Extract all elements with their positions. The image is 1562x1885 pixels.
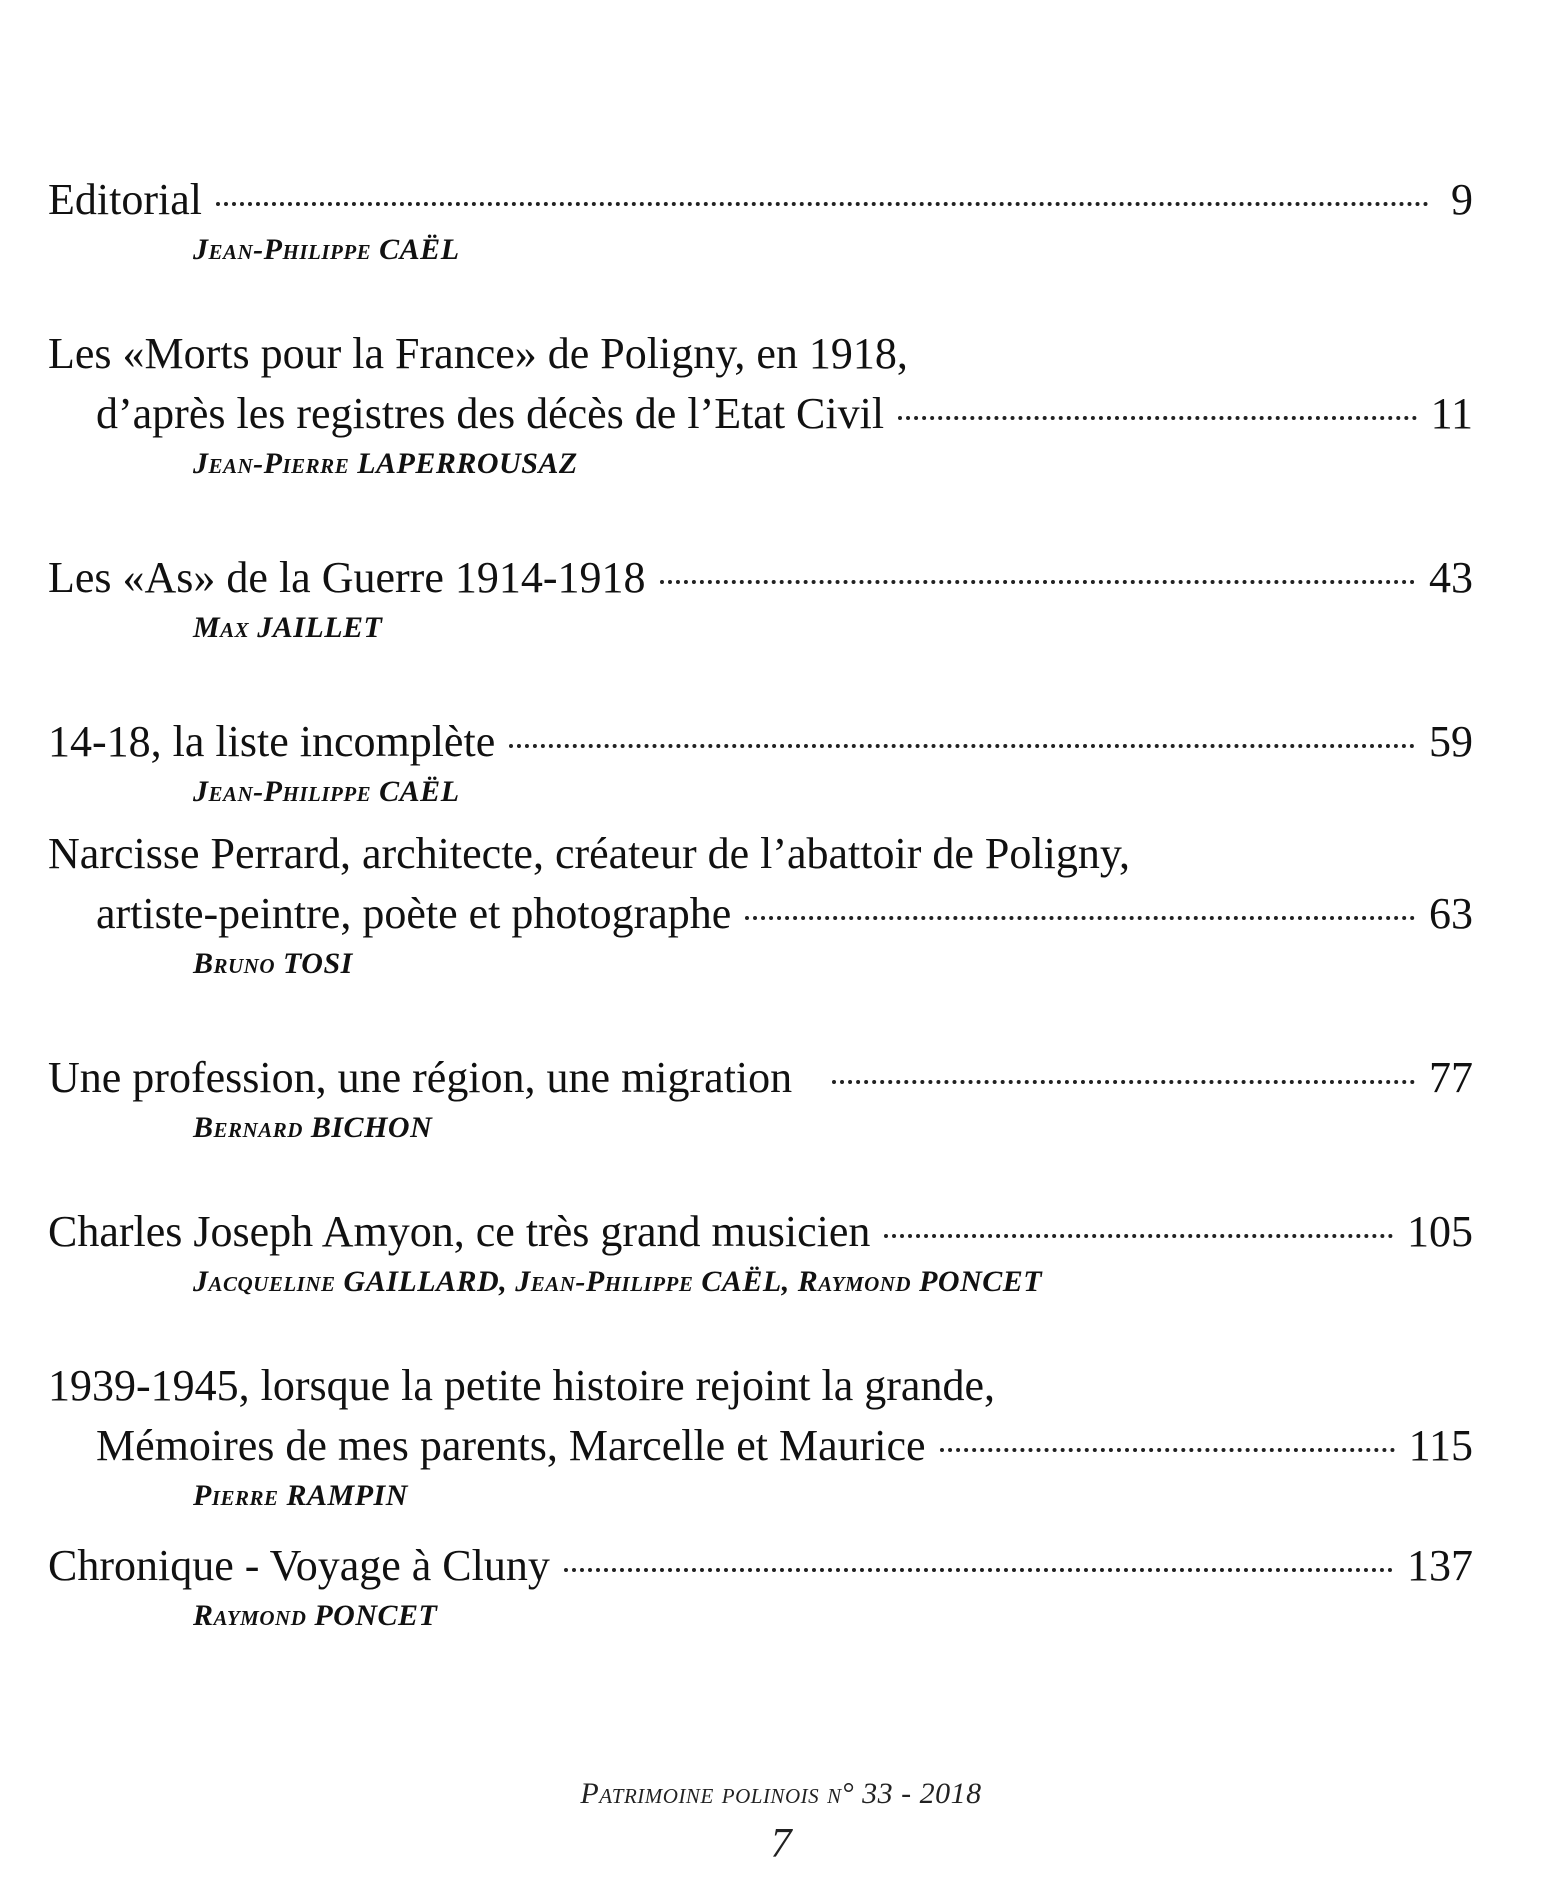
toc-entry [48,548,1473,648]
dot-leader [509,744,1415,748]
toc-entry [48,1048,1473,1148]
entry-page-number: 105 [1407,1207,1473,1256]
dot-leader [745,916,1415,920]
entry-author: Bruno TOSI [193,947,353,980]
toc-entry [48,324,1473,484]
entry-title: 14-18, la liste incomplète [48,717,496,766]
toc-line [48,1416,1473,1476]
entry-title: Les «Morts pour la France» de Poligny, en 1918, [48,329,908,378]
toc-entry [48,170,1473,270]
entry-title: Une profession, une région, une migration [48,1053,793,1102]
dot-leader [660,580,1415,584]
entry-author: Jean-Philippe CAËL [193,233,460,266]
toc-line [48,384,1473,444]
toc-line [48,324,1473,384]
entry-title: 1939-1945, lorsque la petite histoire rejoint la grande, [48,1361,995,1410]
entry-author: Max JAILLET [193,611,383,644]
entry-title-continued: Mémoires de mes parents, Marcelle et Maurice [96,1421,926,1470]
entry-page-number: 59 [1429,717,1473,766]
entry-title: Chronique - Voyage à Cluny [48,1541,550,1590]
page-number: 7 [770,1821,792,1867]
dot-leader [832,1080,1415,1084]
entry-author: Jean-Pierre LAPERROUSAZ [193,447,578,480]
entry-author: Jacqueline GAILLARD, Jean-Philippe CAËL, Raymond PONCET [193,1265,1043,1298]
entry-author: Bernard BICHON [193,1111,433,1144]
toc-entry [48,1356,1473,1516]
entry-author: Pierre RAMPIN [193,1479,408,1512]
toc-line [48,1356,1473,1416]
entry-title: Editorial [48,175,202,224]
table-of-contents [48,170,1473,1636]
toc-line [48,884,1473,944]
dot-leader [564,1568,1393,1572]
entry-author: Raymond PONCET [193,1599,438,1632]
toc-entry [48,824,1473,984]
toc-line [48,712,1473,772]
dot-leader [884,1234,1393,1238]
entry-title-continued: artiste-peintre, poète et photographe [96,889,732,938]
entry-title: Narcisse Perrard, architecte, créateur de l’abattoir de Poligny, [48,829,1130,878]
journal-issue: Patrimoine polinois n° 33 - 2018 [580,1777,982,1810]
toc-line [48,1048,1473,1108]
entry-page-number: 9 [1451,175,1473,224]
toc-line [48,548,1473,608]
entry-page-number: 77 [1429,1053,1473,1102]
entry-page-number: 11 [1430,389,1473,438]
toc-entry [48,1202,1473,1302]
dot-leader [216,202,1429,206]
toc-line [48,170,1473,230]
page-footer [0,1775,1562,1869]
dot-leader [940,1448,1395,1452]
entry-page-number: 137 [1407,1541,1473,1590]
entry-author: Jean-Philippe CAËL [193,775,460,808]
toc-line [48,1536,1473,1596]
toc-entry [48,1536,1473,1636]
toc-entry [48,712,1473,812]
dot-leader [898,416,1417,420]
toc-line [48,1202,1473,1262]
entry-page-number: 115 [1408,1421,1473,1470]
entry-page-number: 63 [1429,889,1473,938]
entry-title: Charles Joseph Amyon, ce très grand musicien [48,1207,871,1256]
entry-title: Les «As» de la Guerre 1914-1918 [48,553,646,602]
toc-line [48,824,1473,884]
entry-page-number: 43 [1429,553,1473,602]
entry-title-continued: d’après les registres des décès de l’Etat Civil [96,389,885,438]
